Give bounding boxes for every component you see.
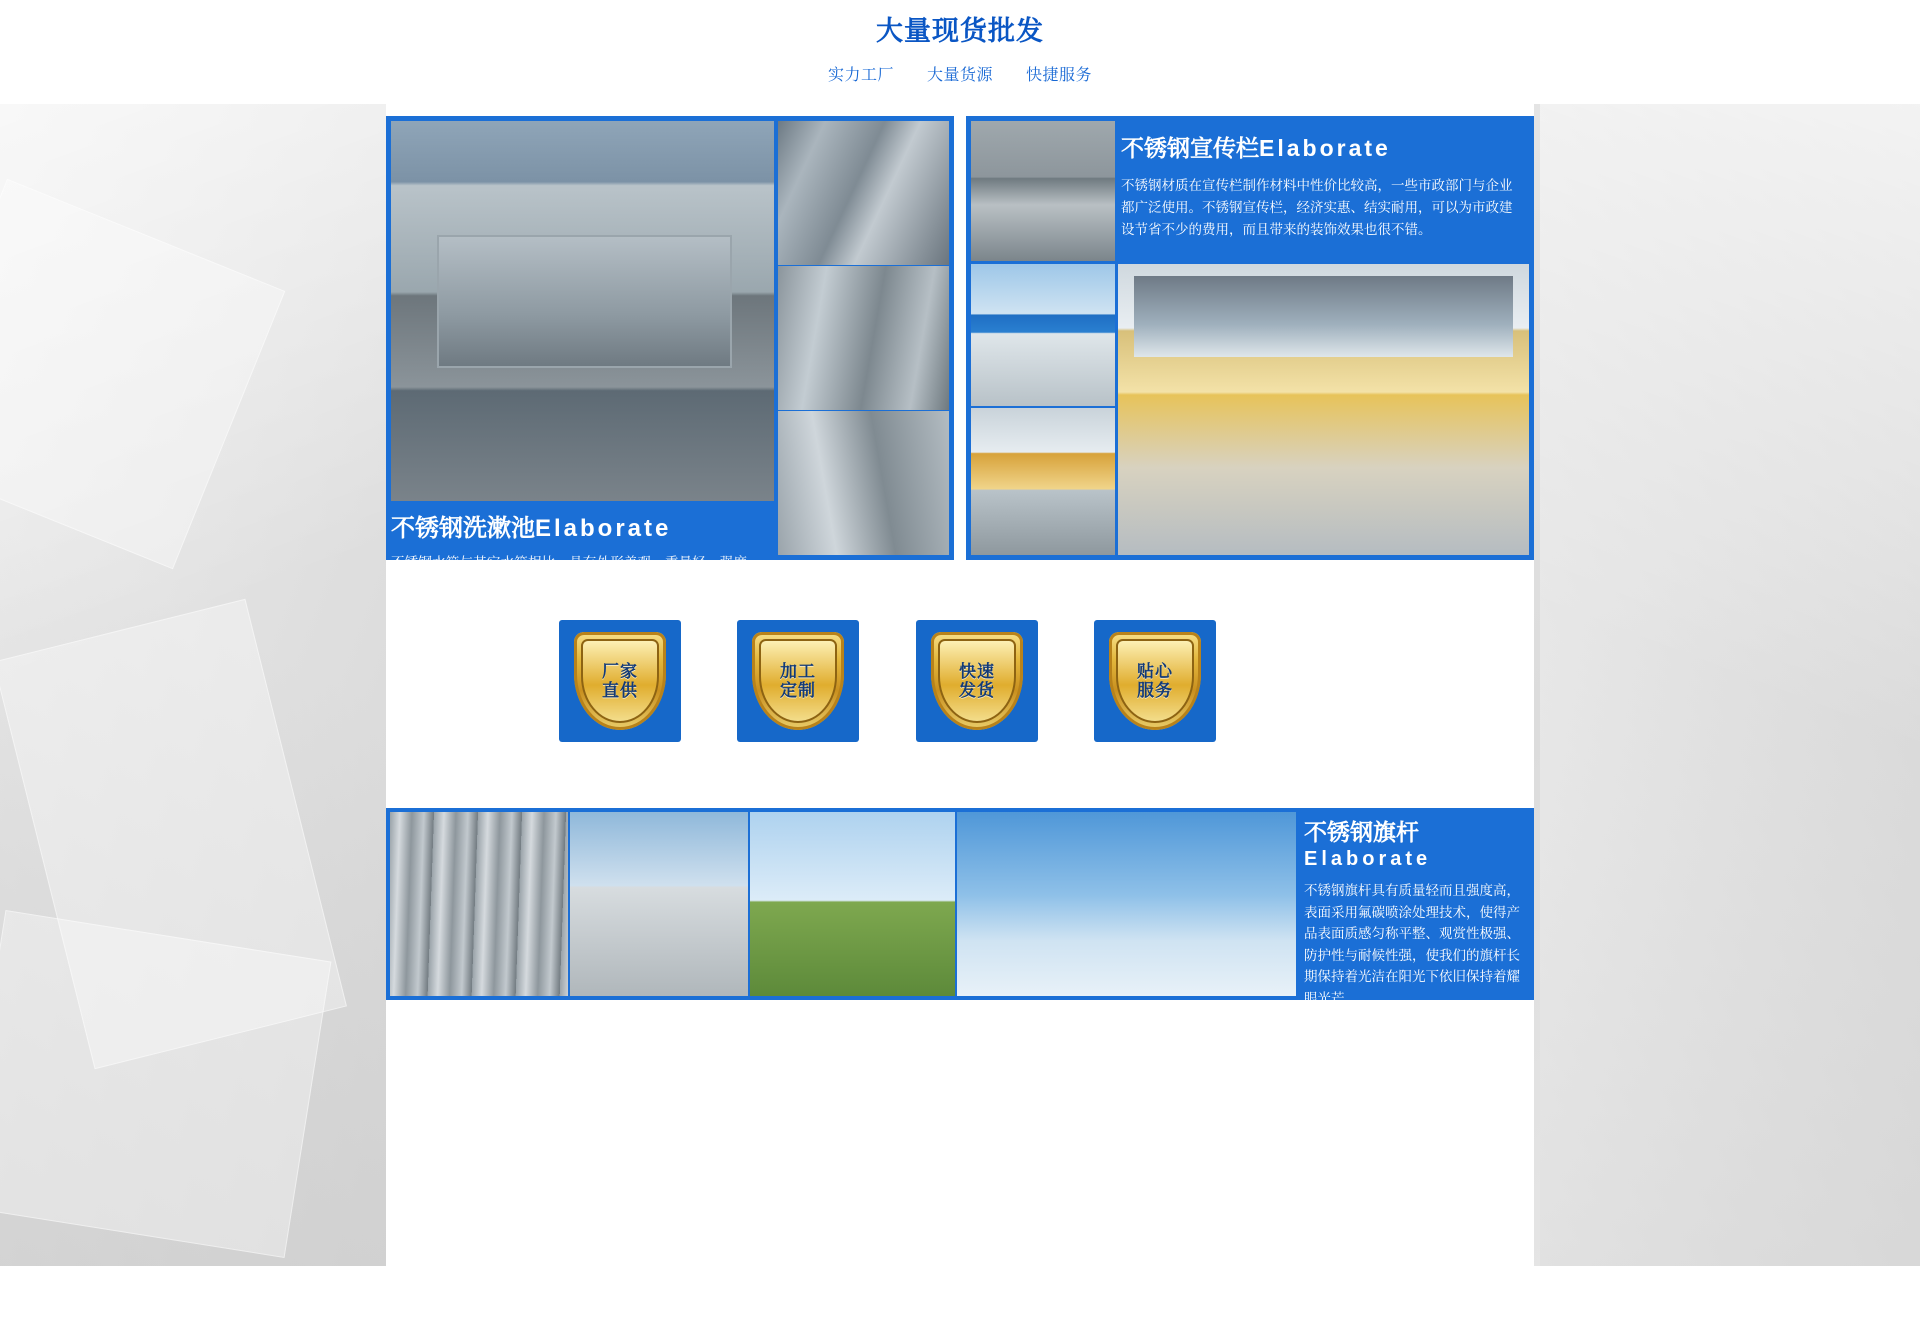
trough-sink-photo-1 — [778, 121, 949, 265]
flagpole-colorful-flags-photo — [750, 812, 955, 996]
badge-line-2: 发货 — [959, 681, 995, 700]
section-products-top — [386, 116, 1534, 612]
bulletin-board-title-en: Elaborate — [1259, 135, 1391, 161]
trough-sink-image-3 — [778, 411, 949, 555]
badge-line-2: 定制 — [780, 681, 816, 700]
decorative-facet — [0, 910, 331, 1258]
badge-custom-processing — [737, 620, 859, 742]
bulletin-board-image-2 — [971, 264, 1115, 406]
bulletin-board-image-1 — [971, 121, 1115, 261]
flagpole-three-flags-image — [957, 812, 1296, 996]
bulletin-board-image-3 — [971, 408, 1115, 555]
trough-sink-photo-3 — [778, 411, 949, 555]
flagpole-title-en: Elaborate — [1304, 848, 1432, 870]
decorative-facet — [1643, 987, 1920, 1320]
decorative-facet — [1559, 636, 1920, 1021]
shield-icon — [574, 632, 666, 730]
header-feature-3: 快捷服务 — [1025, 67, 1092, 84]
service-badge-row — [386, 620, 1534, 750]
shield-icon — [752, 632, 844, 730]
sink-title — [391, 508, 774, 543]
header-feature-1: 实力工厂 — [828, 67, 895, 84]
badge-line-1: 快速 — [959, 662, 995, 681]
flagpole-colorful-flags-image — [750, 812, 955, 996]
badge-factory-direct — [559, 620, 681, 742]
bulletin-board-title — [1121, 130, 1525, 163]
double-basin-sink-image — [391, 121, 774, 501]
badge-line-2: 服务 — [1137, 681, 1173, 700]
page-header — [0, 0, 1920, 104]
badge-line-2: 直供 — [602, 681, 638, 700]
double-basin-sink-photo — [391, 121, 774, 501]
header-subtitle-row — [0, 62, 1920, 85]
trough-sink-photo-2 — [778, 266, 949, 410]
badge-custom-processing-label — [780, 662, 816, 700]
badge-fast-shipping — [916, 620, 1038, 742]
badge-attentive-service — [1094, 620, 1216, 742]
bulletin-board-description: 不锈钢材质在宣传栏制作材料中性价比较高，一些市政部门与企业都广泛使用。不锈钢宣传栏，经济实惠、结实耐用，可以为市政建设节省不少的费用，而且带来的装饰效果也很不错。 — [1121, 178, 1513, 237]
bulletin-board-title-cn: 不锈钢宣传栏 — [1121, 135, 1259, 161]
flagpole-building-image — [570, 812, 748, 996]
flagpole-product-panel — [386, 808, 1534, 1006]
badge-line-1: 加工 — [780, 662, 816, 681]
decorative-facet — [1631, 150, 1920, 579]
sink-product-panel — [386, 116, 954, 612]
badge-line-1: 贴心 — [1137, 662, 1173, 681]
shield-icon — [931, 632, 1023, 730]
badge-attentive-service-label — [1137, 662, 1173, 700]
trough-sink-image-1 — [778, 121, 949, 265]
flagpole-tubes-image — [390, 812, 568, 996]
bulletin-board-product-panel — [966, 116, 1534, 560]
header-feature-2: 大量货源 — [926, 67, 993, 84]
badge-line-1: 厂家 — [602, 662, 638, 681]
shield-icon — [1109, 632, 1201, 730]
flagpole-tubes-photo — [390, 812, 568, 996]
flagpole-building-photo — [570, 812, 748, 996]
bulletin-board-photo-2 — [971, 264, 1115, 406]
sink-title-en: Elaborate — [535, 515, 672, 542]
badge-fast-shipping-label — [959, 662, 995, 700]
flagpole-title-cn: 不锈钢旗杆 — [1304, 819, 1419, 845]
bulletin-board-photo-1 — [971, 121, 1115, 261]
bulletin-board-photo-large — [1118, 264, 1529, 555]
flagpole-description: 不锈钢旗杆具有质量轻而且强度高，表面采用氟碳喷涂处理技术，使得产品表面质感匀称平整、观赏性极强、防护性与耐候性强，使我们的旗杆长期保持着光洁在阳光下依旧保持着耀眼光芒。 — [1304, 883, 1520, 1006]
sink-text-block — [391, 508, 774, 615]
bulletin-board-text-block — [1121, 130, 1525, 241]
badge-factory-direct-label — [602, 662, 638, 700]
trough-sink-image-2 — [778, 266, 949, 410]
flagpole-text-block — [1304, 814, 1530, 1009]
flagpole-three-flags-photo — [957, 812, 1296, 996]
sink-description: 不锈钢水箱与其它水箱相比，具有外形美观、重量轻、强度高、耐腐蚀、耐高温、水质清洁，防渗；抗震，永不生青苔，无二次污染，安装方便，无需维修，便于清洗等诸多优点。 — [391, 555, 761, 612]
sink-thumbnail-column — [778, 121, 949, 555]
page-title: 大量现货批发 — [876, 16, 1044, 46]
bulletin-board-photo-3 — [971, 408, 1115, 555]
sink-title-cn: 不锈钢洗漱池 — [391, 515, 535, 542]
decorative-facet — [0, 179, 285, 570]
bulletin-board-image-large — [1118, 264, 1529, 555]
